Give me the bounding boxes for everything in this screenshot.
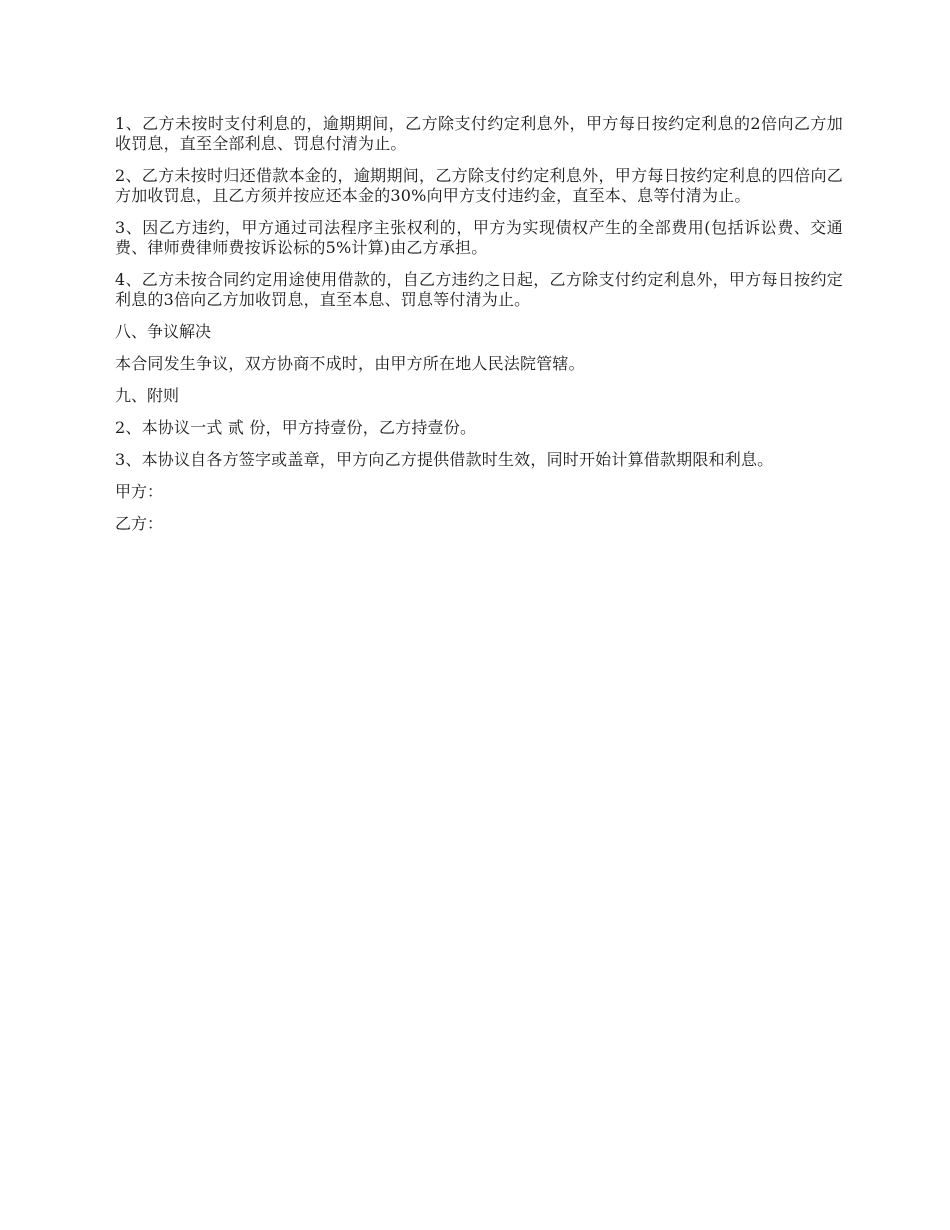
clause-breach-2: 2、乙方未按时归还借款本金的，逾期期间，乙方除支付约定利息外，甲方每日按约定利息的四倍向乙方加收罚息，且乙方须并按应还本金的30%向甲方支付违约金，直至本、息等付清为止。 [115, 166, 843, 205]
party-a-signature-label: 甲方： [115, 482, 164, 501]
document-content [115, 114, 843, 546]
clause-breach-3: 3、因乙方违约，甲方通过司法程序主张权利的，甲方为实现债权产生的全部费用(包括诉讼费、交通费、律师费律师费按诉讼标的5%计算)由乙方承担。 [115, 218, 843, 257]
section-9-item-2: 2、本协议一式 贰 份，甲方持壹份，乙方持壹份。 [115, 418, 477, 437]
clause-breach-4: 4、乙方未按合同约定用途使用借款的，自乙方违约之日起，乙方除支付约定利息外，甲方每日按约定利息的3倍向乙方加收罚息，直至本息、罚息等付清为止。 [115, 270, 843, 309]
section-8-body: 本合同发生争议，双方协商不成时，由甲方所在地人民法院管辖。 [115, 354, 585, 373]
party-b-signature-label: 乙方： [115, 514, 164, 533]
section-9-item-3: 3、本协议自各方签字或盖章，甲方向乙方提供借款时生效，同时开始计算借款期限和利息。 [115, 450, 774, 469]
section-9-title: 九、附则 [115, 386, 180, 405]
clause-breach-1: 1、乙方未按时支付利息的，逾期期间，乙方除支付约定利息外，甲方每日按约定利息的2倍向乙方加收罚息，直至全部利息、罚息付清为止。 [115, 114, 843, 153]
section-8-title: 八、争议解决 [115, 322, 212, 341]
